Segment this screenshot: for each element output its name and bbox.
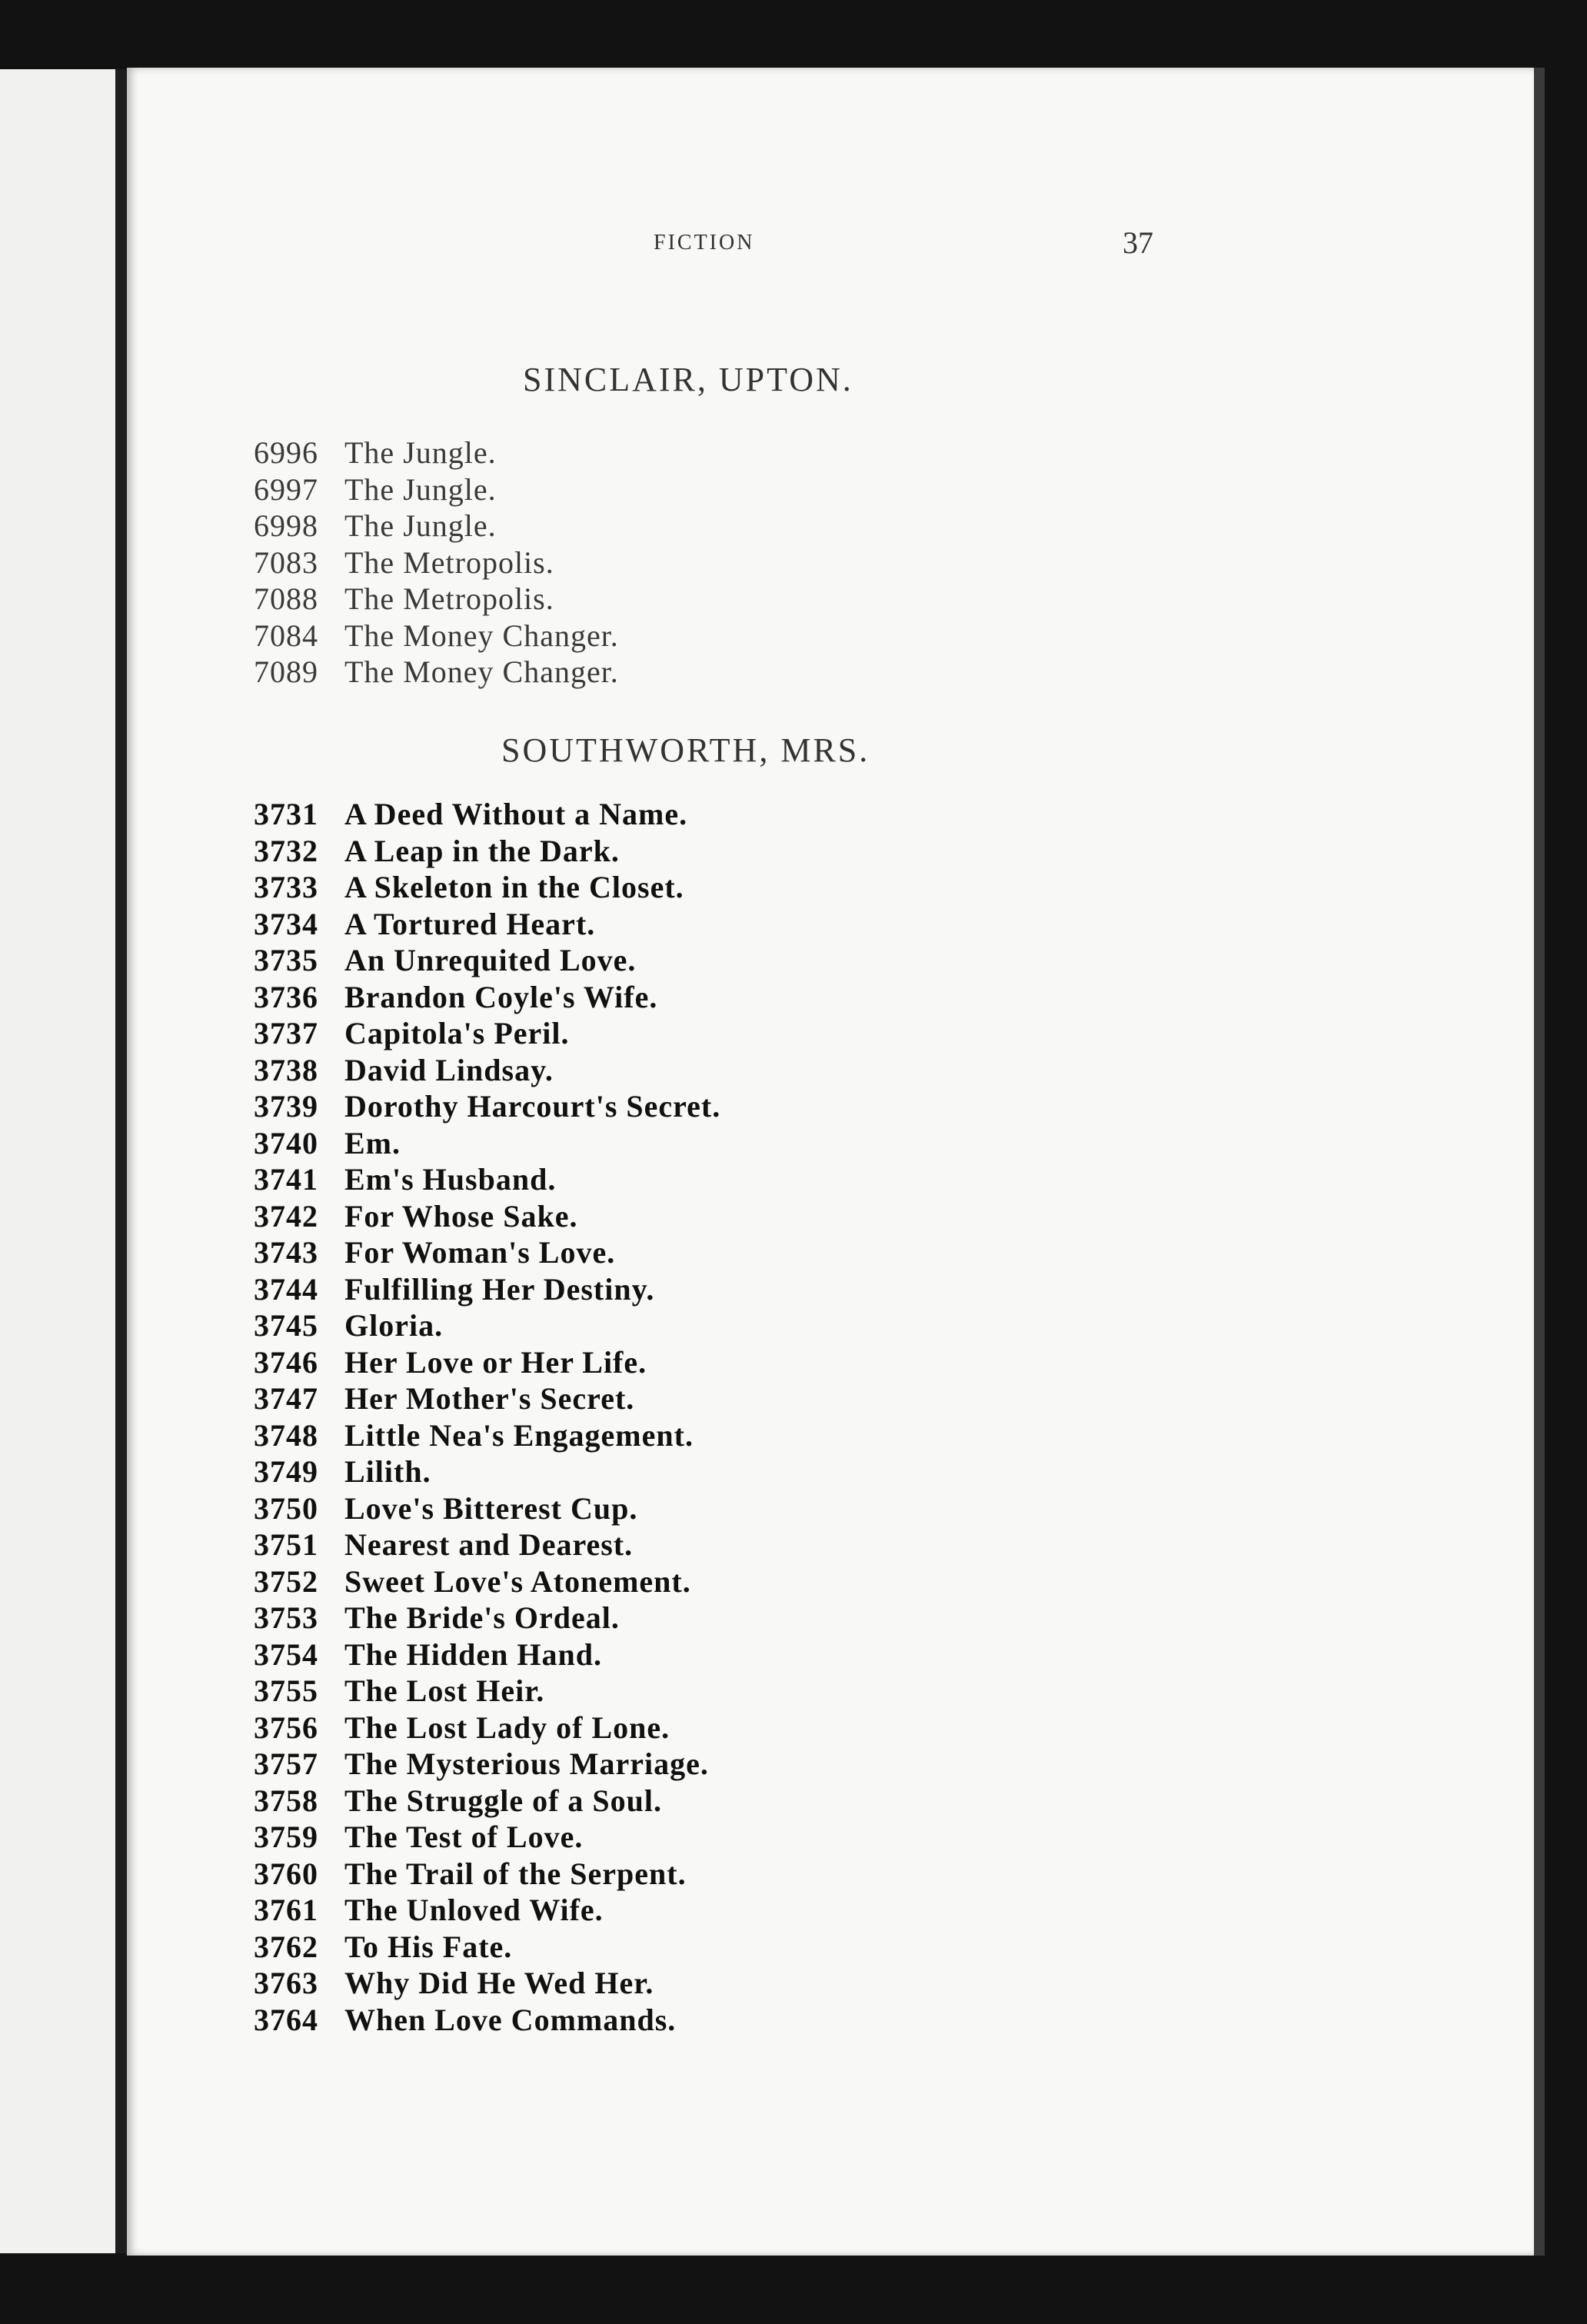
catalog-number: 3764 xyxy=(254,2002,318,2037)
catalog-number: 3761 xyxy=(254,1893,318,1927)
catalog-number: 7088 xyxy=(254,581,318,616)
book-entry xyxy=(254,1856,720,1893)
book-title: Em. xyxy=(344,1125,401,1160)
book-entry xyxy=(254,796,720,833)
book-entry xyxy=(254,1380,720,1417)
book-entry xyxy=(254,1600,720,1636)
book-entry xyxy=(254,1892,720,1929)
book-entry xyxy=(254,1746,720,1783)
catalog-number: 3748 xyxy=(254,1417,318,1453)
book-entry xyxy=(254,1563,720,1600)
book-title: The Hidden Hand. xyxy=(344,1636,603,1672)
catalog-number: 3758 xyxy=(254,1783,318,1818)
book-title: The Money Changer. xyxy=(344,654,619,689)
book-entry xyxy=(254,471,619,508)
book-title: The Lost Heir. xyxy=(344,1673,545,1708)
book-entry xyxy=(254,1161,720,1198)
catalog-number: 3741 xyxy=(254,1162,318,1197)
book-entry xyxy=(254,1929,720,1966)
book-title: Why Did He Wed Her. xyxy=(344,1966,654,2000)
book-title: David Lindsay. xyxy=(344,1052,554,1087)
catalog-number: 3763 xyxy=(254,1966,318,2000)
catalog-number: 3757 xyxy=(254,1746,318,1781)
catalog-number: 6998 xyxy=(254,508,318,543)
catalog-number: 3742 xyxy=(254,1198,318,1234)
book-title: The Jungle. xyxy=(344,471,497,507)
book-title: Lilith. xyxy=(344,1454,431,1489)
catalog-number: 3738 xyxy=(254,1052,318,1087)
book-entry xyxy=(254,1710,720,1746)
catalog-number: 3737 xyxy=(254,1016,318,1050)
book-title: For Woman's Love. xyxy=(344,1235,616,1270)
book-entry xyxy=(254,906,720,943)
book-title: Fulfilling Her Destiny. xyxy=(344,1271,655,1307)
catalog-number: 3750 xyxy=(254,1490,318,1526)
book-title: Her Mother's Secret. xyxy=(344,1381,635,1416)
catalog-number: 3740 xyxy=(254,1125,318,1160)
book-title: An Unrequited Love. xyxy=(344,943,637,977)
author-heading-sinclair: SINCLAIR, UPTON. xyxy=(523,361,853,398)
book-title: The Mysterious Marriage. xyxy=(344,1746,709,1781)
book-entry xyxy=(254,581,619,618)
book-title: Brandon Coyle's Wife. xyxy=(344,979,658,1014)
book-title: Gloria. xyxy=(344,1308,444,1343)
book-title: Em's Husband. xyxy=(344,1162,557,1197)
book-title: The Struggle of a Soul. xyxy=(344,1783,663,1818)
catalog-number: 3760 xyxy=(254,1856,318,1891)
book-entry xyxy=(254,2002,720,2039)
book-entry xyxy=(254,1527,720,1563)
book-title: For Whose Sake. xyxy=(344,1198,578,1234)
book-entry xyxy=(254,1453,720,1490)
catalog-number: 3744 xyxy=(254,1271,318,1307)
book-title: The Bride's Ordeal. xyxy=(344,1600,620,1635)
page-number: 37 xyxy=(1123,225,1153,260)
catalog-number: 3736 xyxy=(254,979,318,1014)
book-entry xyxy=(254,1344,720,1381)
catalog-number: 3732 xyxy=(254,833,318,868)
catalog-number: 3751 xyxy=(254,1527,318,1562)
catalog-number: 3735 xyxy=(254,943,318,977)
catalog-number: 3746 xyxy=(254,1344,318,1380)
book-title: Little Nea's Engagement. xyxy=(344,1417,694,1453)
book-entry xyxy=(254,869,720,906)
book-entry xyxy=(254,1125,720,1162)
book-title: A Tortured Heart. xyxy=(344,906,596,941)
book-entry xyxy=(254,1271,720,1308)
catalog-number: 7089 xyxy=(254,654,318,689)
book-title: The Trail of the Serpent. xyxy=(344,1856,687,1891)
book-entry xyxy=(254,1052,720,1089)
book-title: The Metropolis. xyxy=(344,544,554,580)
catalog-number: 3753 xyxy=(254,1600,318,1635)
book-entry xyxy=(254,1673,720,1710)
book-entry xyxy=(254,1636,720,1673)
running-head: FICTION xyxy=(654,231,755,255)
book-title: Sweet Love's Atonement. xyxy=(344,1563,691,1599)
catalog-number: 7083 xyxy=(254,544,318,580)
book-entry xyxy=(254,833,720,870)
author-heading-southworth: SOUTHWORTH, MRS. xyxy=(501,731,870,769)
catalog-number: 3734 xyxy=(254,906,318,941)
book-entry xyxy=(254,544,619,581)
book-title: Capitola's Peril. xyxy=(344,1016,570,1050)
catalog-number: 3755 xyxy=(254,1673,318,1708)
catalog-number: 3731 xyxy=(254,797,318,831)
book-title: Love's Bitterest Cup. xyxy=(344,1490,638,1526)
catalog-number: 3743 xyxy=(254,1235,318,1270)
book-entry xyxy=(254,1307,720,1344)
book-entry xyxy=(254,1088,720,1125)
book-entry xyxy=(254,1198,720,1235)
book-entry xyxy=(254,1819,720,1856)
catalog-number: 3747 xyxy=(254,1381,318,1416)
book-title: A Skeleton in the Closet. xyxy=(344,870,684,904)
book-title: The Lost Lady of Lone. xyxy=(344,1710,670,1745)
book-title: The Test of Love. xyxy=(344,1820,584,1854)
book-title: When Love Commands. xyxy=(344,2002,677,2037)
book-entry xyxy=(254,435,619,471)
catalog-number: 6997 xyxy=(254,471,318,507)
book-entry xyxy=(254,1965,720,2002)
catalog-number: 3749 xyxy=(254,1454,318,1489)
catalog-number: 3754 xyxy=(254,1636,318,1672)
book-title: A Deed Without a Name. xyxy=(344,797,688,831)
book-title: To His Fate. xyxy=(344,1929,513,1964)
catalog-number: 7084 xyxy=(254,618,318,653)
catalog-number: 6996 xyxy=(254,435,318,470)
catalog-number: 3752 xyxy=(254,1563,318,1599)
book-title: Dorothy Harcourt's Secret. xyxy=(344,1089,721,1124)
book-title: The Jungle. xyxy=(344,435,497,470)
book-entry xyxy=(254,1234,720,1271)
book-entry xyxy=(254,979,720,1016)
catalog-number: 3745 xyxy=(254,1308,318,1343)
book-entry xyxy=(254,508,619,544)
book-title: Her Love or Her Life. xyxy=(344,1344,647,1380)
book-entry xyxy=(254,1490,720,1527)
book-title: The Money Changer. xyxy=(344,618,619,653)
book-title: The Unloved Wife. xyxy=(344,1893,604,1927)
catalog-number: 3756 xyxy=(254,1710,318,1745)
catalog-number: 3759 xyxy=(254,1820,318,1854)
book-entry xyxy=(254,942,720,979)
book-entry xyxy=(254,654,619,691)
book-list-sinclair xyxy=(254,435,619,691)
book-entry xyxy=(254,1015,720,1052)
book-entry xyxy=(254,1417,720,1454)
book-entry xyxy=(254,618,619,654)
book-title: A Leap in the Dark. xyxy=(344,833,620,868)
book-title: The Jungle. xyxy=(344,508,497,543)
book-title: The Metropolis. xyxy=(344,581,554,616)
catalog-number: 3739 xyxy=(254,1089,318,1124)
book-entry xyxy=(254,1783,720,1820)
book-list-southworth xyxy=(254,796,720,2038)
catalog-number: 3733 xyxy=(254,870,318,904)
catalog-number: 3762 xyxy=(254,1929,318,1964)
book-title: Nearest and Dearest. xyxy=(344,1527,634,1562)
